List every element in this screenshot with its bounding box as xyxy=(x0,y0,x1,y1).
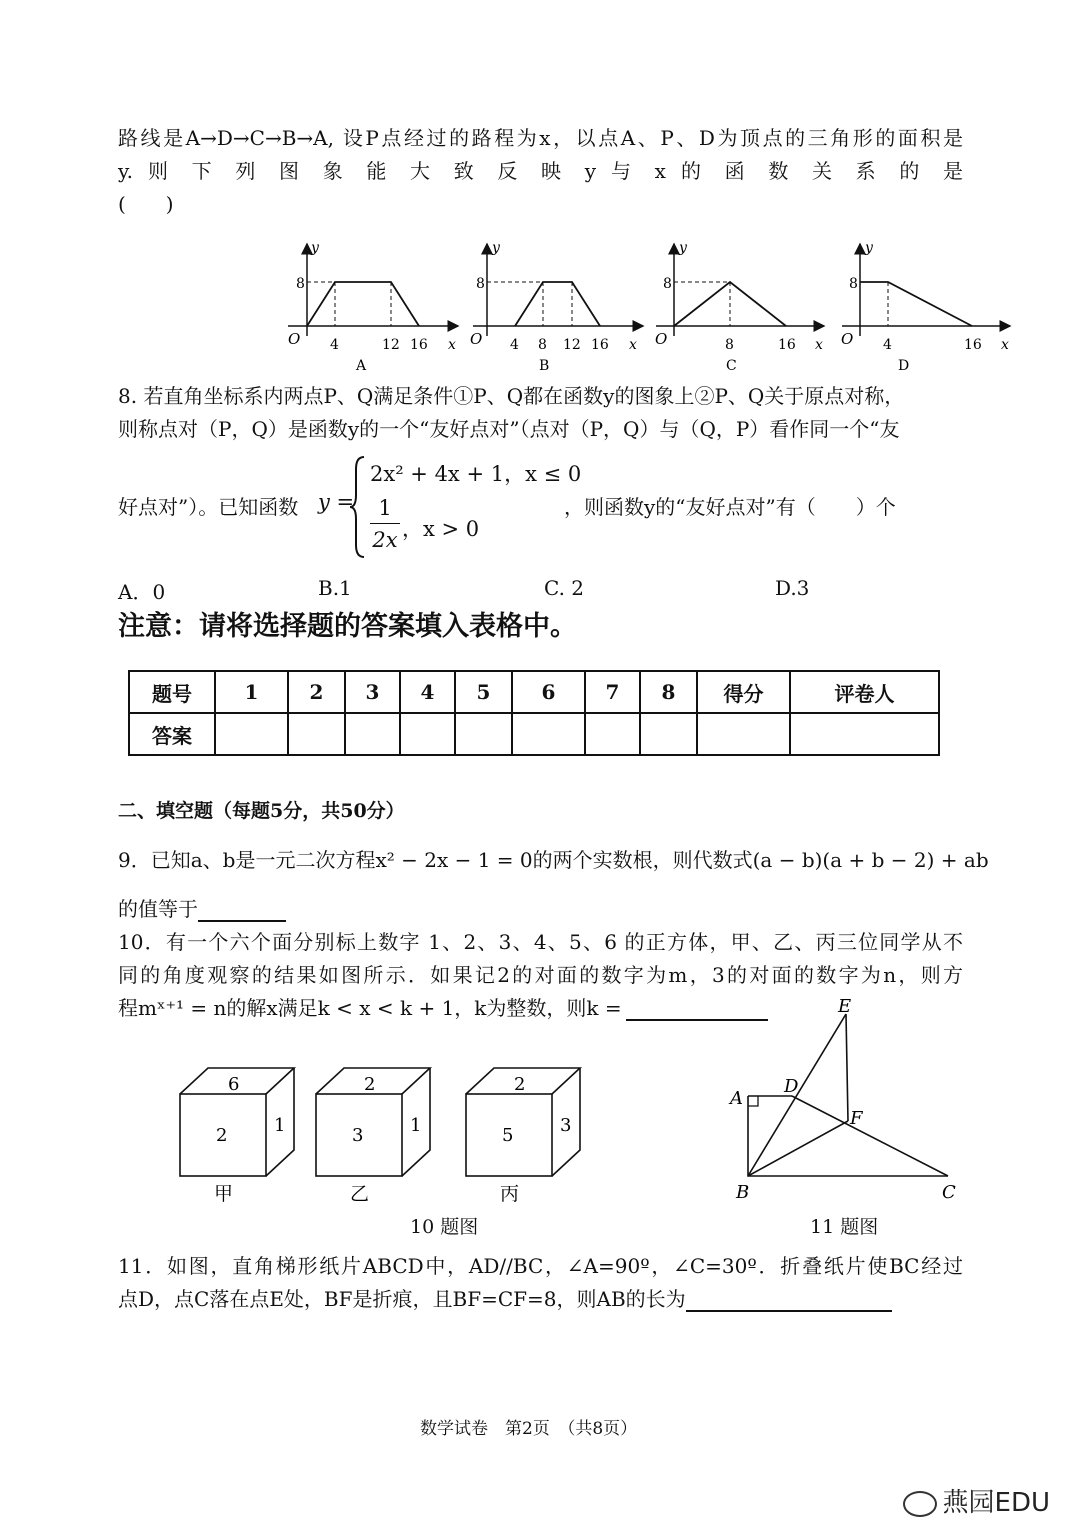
cube-jia-side: 1 xyxy=(274,1115,286,1136)
graph-c-t0: 8 xyxy=(725,337,734,353)
q8-option-a: A．0 xyxy=(118,580,166,604)
fig11-caption: 11 题图 xyxy=(810,1216,879,1238)
graph-b-t3: 16 xyxy=(591,337,609,353)
q7-line1: 路线是A→D→C→B→A, 设P点经过的路程为x，以点A、P、D为顶点的三角形的面积是 xyxy=(118,126,963,150)
q10-line3 xyxy=(118,992,768,1021)
graph-b-x-label: x xyxy=(629,337,637,353)
answer-cell-6[interactable] xyxy=(512,713,585,755)
fig11-E: E xyxy=(838,996,852,1017)
cube-yi-front: 3 xyxy=(352,1125,364,1146)
cube-bing-label: 丙 xyxy=(500,1183,520,1205)
graph-d-8: 8 xyxy=(849,276,858,292)
q8-option-c: C. 2 xyxy=(544,576,585,600)
graph-a-label: A xyxy=(356,358,367,374)
q9-answer-blank[interactable] xyxy=(198,898,286,922)
q10-line1: 10．有一个六个面分别标上数字 1、2、3、4、5、6 的正方体，甲、乙、丙三位同学从不 xyxy=(118,930,963,954)
cube-bing-front: 5 xyxy=(502,1125,514,1146)
graph-a-x-label: x xyxy=(448,337,456,353)
q9-line2 xyxy=(118,893,286,922)
cube-bing xyxy=(466,1068,580,1205)
fig11-A: A xyxy=(730,1088,743,1109)
cube-yi xyxy=(316,1068,430,1205)
graph-d-t1: 16 xyxy=(964,337,982,353)
cube-jia-label: 甲 xyxy=(214,1183,234,1205)
answer-cell-5[interactable] xyxy=(455,713,512,755)
notice-heading: 注意：请将选择题的答案填入表格中。 xyxy=(118,611,577,642)
q11-answer-blank[interactable] xyxy=(686,1288,892,1312)
q7-line2: y. 则 下 列 图 象 能 大 致 反 映 y 与 x 的 函 数 关 系 的 是 xyxy=(118,159,963,183)
q8-line2: 则称点对（P，Q）是函数y的一个“友好点对”（点对（P，Q）与（Q，P）看作同一个“友 xyxy=(118,417,900,441)
q8-case2-num: 1 xyxy=(378,496,392,520)
graph-c-label: C xyxy=(726,358,737,374)
graph-a-curve xyxy=(307,282,419,326)
th-score: 得分 xyxy=(697,671,790,713)
answer-cell-2[interactable] xyxy=(288,713,345,755)
graph-a-t0: 4 xyxy=(330,337,339,353)
graph-b-t1: 8 xyxy=(538,337,547,353)
section2-heading: 二、填空题（每题5分，共50分） xyxy=(118,800,405,822)
answer-cell-1[interactable] xyxy=(215,713,288,755)
q11-line2 xyxy=(118,1283,892,1312)
answer-cell-4[interactable] xyxy=(400,713,455,755)
graph-a-t1: 12 xyxy=(382,337,400,353)
th-6: 6 xyxy=(512,671,585,713)
cube-jia-top: 6 xyxy=(228,1074,240,1095)
q8-y-eq: y = xyxy=(318,490,355,514)
wechat-icon xyxy=(903,1491,937,1517)
q8-case2-den: 2x xyxy=(372,528,398,552)
th-grader: 评卷人 xyxy=(790,671,939,713)
q9-line1: 9．已知a、b是一元二次方程x² − 2x − 1 = 0的两个实数根，则代数式(a − b)(a + b − 2) + ab xyxy=(118,848,989,872)
fig11-D: D xyxy=(784,1076,799,1097)
graph-d xyxy=(841,240,1010,374)
cube-yi-side: 1 xyxy=(410,1115,422,1136)
q10-line3-text: 程mˣ⁺¹ = n的解x满足k < x < k + 1，k为整数，则k = xyxy=(118,996,622,1020)
th-question-no: 题号 xyxy=(129,671,215,713)
th-7: 7 xyxy=(585,671,640,713)
th-8: 8 xyxy=(640,671,697,713)
q10-cubes-figure xyxy=(170,1060,590,1210)
watermark xyxy=(903,1482,1050,1519)
graph-a-t2: 16 xyxy=(410,337,428,353)
q10-line2: 同的角度观察的结果如图所示．如果记2的对面的数字为m，3的对面的数字为n，则方 xyxy=(118,963,963,987)
th-2: 2 xyxy=(288,671,345,713)
q8-case1: 2x² + 4x + 1，x ≤ 0 xyxy=(370,462,582,486)
fig11-ef xyxy=(846,1014,848,1121)
graph-c-x-label: x xyxy=(815,337,823,353)
graph-b xyxy=(470,240,643,374)
q8-option-b: B.1 xyxy=(318,576,352,600)
graph-c-8: 8 xyxy=(663,276,672,292)
th-3: 3 xyxy=(345,671,400,713)
q11-line2-text: 点D，点C落在点E处，BF是折痕，且BF=CF=8，则AB的长为 xyxy=(118,1287,686,1311)
fig11-C: C xyxy=(942,1182,956,1203)
graph-c-y-label: y xyxy=(679,240,687,256)
q7-line3: ( ) xyxy=(118,192,174,216)
fig10-caption: 10 题图 xyxy=(410,1216,479,1238)
cube-bing-side: 3 xyxy=(560,1115,572,1136)
answer-cell-3[interactable] xyxy=(345,713,400,755)
q8-brace xyxy=(348,455,368,559)
graph-d-curve xyxy=(860,282,972,326)
grader-cell[interactable] xyxy=(790,713,939,755)
q8-fraction-bar xyxy=(370,523,400,524)
answer-table-header-row xyxy=(129,671,939,713)
q7-graphs xyxy=(280,236,1020,376)
q8-option-d: D.3 xyxy=(775,576,810,600)
answer-table-answer-row xyxy=(129,713,939,755)
graph-d-x-label: x xyxy=(1001,337,1009,353)
answer-cell-7[interactable] xyxy=(585,713,640,755)
graph-c-origin: O xyxy=(655,330,668,348)
graph-b-8: 8 xyxy=(476,276,485,292)
cube-jia-front: 2 xyxy=(216,1125,228,1146)
score-cell[interactable] xyxy=(697,713,790,755)
watermark-text: 燕园EDU xyxy=(942,1488,1050,1518)
q8-post: ，则函数y的“友好点对”有（ ）个 xyxy=(564,495,896,519)
graph-a-8: 8 xyxy=(296,276,305,292)
fig11-bf xyxy=(748,1121,848,1176)
answer-row-label: 答案 xyxy=(129,713,215,755)
q8-pre: 好点对”）。已知函数 xyxy=(118,495,299,519)
graph-b-t2: 12 xyxy=(563,337,581,353)
graph-a-origin: O xyxy=(288,330,301,348)
answer-cell-8[interactable] xyxy=(640,713,697,755)
th-5: 5 xyxy=(455,671,512,713)
cube-yi-label: 乙 xyxy=(350,1183,370,1205)
fig11-F: F xyxy=(850,1108,863,1129)
answer-table xyxy=(128,670,940,756)
graph-b-y-label: y xyxy=(492,240,500,256)
q11-line1: 11．如图，直角梯形纸片ABCD中，AD//BC，∠A=90º，∠C=30º．折叠纸片使BC经过 xyxy=(118,1254,963,1278)
cube-jia xyxy=(180,1068,294,1205)
page-footer: 数学试卷 第2页 （共8页） xyxy=(420,1419,638,1439)
graph-d-origin: O xyxy=(841,330,854,348)
fig11-right-angle xyxy=(748,1096,758,1106)
fig11-dc xyxy=(792,1096,948,1176)
graph-b-curve xyxy=(515,282,600,326)
q8-case2-cond: ，x > 0 xyxy=(402,517,480,541)
q8-line1: 8. 若直角坐标系内两点P、Q满足条件①P、Q都在函数y的图象上②P、Q关于原点对称， xyxy=(118,384,905,408)
graph-b-label: B xyxy=(539,358,550,374)
th-1: 1 xyxy=(215,671,288,713)
cube-yi-top: 2 xyxy=(364,1074,376,1095)
graph-b-t0: 4 xyxy=(510,337,519,353)
th-4: 4 xyxy=(400,671,455,713)
graph-a-y-label: y xyxy=(311,240,319,256)
graph-b-origin: O xyxy=(470,330,483,348)
graph-c xyxy=(655,240,824,374)
graph-d-label: D xyxy=(898,358,910,374)
graph-d-t0: 4 xyxy=(883,337,892,353)
graph-a xyxy=(288,240,458,374)
q9-line2-text: 的值等于 xyxy=(118,897,198,921)
cube-bing-top: 2 xyxy=(514,1074,526,1095)
fig11-B: B xyxy=(736,1182,750,1203)
graph-c-t1: 16 xyxy=(778,337,796,353)
graph-d-y-label: y xyxy=(865,240,873,256)
q11-figure xyxy=(720,996,970,1206)
